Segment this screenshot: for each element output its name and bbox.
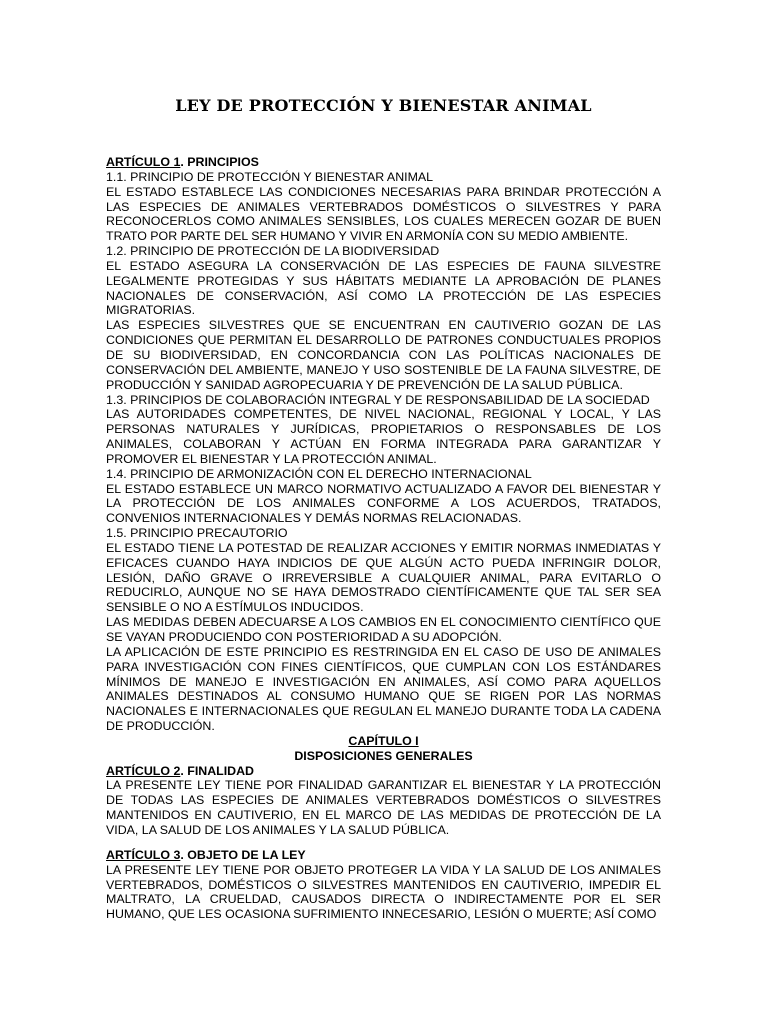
principle-1-2-text: EL ESTADO ASEGURA LA CONSERVACIÓN DE LAS ESPECIES DE FAUNA SILVESTRE LEGALMENTE PROTEGIDAS Y SUS HÁBITATS MEDIANTE LA APROBACIÓN DE PLANES NACIONALES DE CONSERVACIÓN, ASÍ COMO LA PROTECCIÓN DE LAS ESPECIES MIGRATORIAS.	[106, 258, 661, 318]
article-2-title: . FINALIDAD	[180, 763, 255, 778]
document-body	[106, 155, 661, 922]
chapter-label: CAPÍTULO I	[348, 733, 419, 748]
article-1-label: ARTÍCULO 1	[106, 155, 181, 169]
principle-1-3-text: LAS AUTORIDADES COMPETENTES, DE NIVEL NACIONAL, REGIONAL Y LOCAL, Y LAS PERSONAS NATURALES Y JURÍDICAS, PROPIETARIOS O RESPONSABLES DE LOS ANIMALES, COLABORAN Y ACTÚAN EN FORMA INTEGRADA PARA GARANTIZAR Y PROMOVER EL BIENESTAR Y LA PROTECCIÓN ANIMAL.	[106, 407, 661, 466]
article-1-title: . PRINCIPIOS	[180, 155, 259, 169]
article-2-text: LA PRESENTE LEY TIENE POR FINALIDAD GARANTIZAR EL BIENESTAR Y LA PROTECCIÓN DE TODAS LAS ESPECIES DE ANIMALES VERTEBRADOS DOMÉSTICOS O SILVESTRES MANTENIDOS EN CAUTIVERIO, EN EL MARCO DE LAS MEDIDAS DE PROTECCIÓN DE LA VIDA, LA SALUD DE LOS ANIMALES Y LA SALUD PÚBLICA.	[106, 778, 661, 837]
principle-1-5-text-2: LAS MEDIDAS DEBEN ADECUARSE A LOS CAMBIOS EN EL CONOCIMIENTO CIENTÍFICO QUE SE VAYAN PRODUCIENDO CON POSTERIORIDAD A SU ADOPCIÓN.	[106, 615, 661, 644]
article-2-heading	[106, 764, 661, 779]
principle-1-5-heading: 1.5. PRINCIPIO PRECAUTORIO	[106, 526, 288, 541]
principle-1-4-text: EL ESTADO ESTABLECE UN MARCO NORMATIVO ACTUALIZADO A FAVOR DEL BIENESTAR Y LA PROTECCIÓN DE LOS ANIMALES CONFORME A LOS ACUERDOS, TRATADOS, CONVENIOS INTERNACIONALES Y DEMÁS NORMAS RELACIONADAS.	[106, 481, 661, 526]
article-3-heading	[106, 848, 661, 863]
principle-1-3-heading: 1.3. PRINCIPIOS DE COLABORACIÓN INTEGRAL Y DE RESPONSABILIDAD DE LA SOCIEDAD	[106, 392, 650, 407]
principle-1-5-text-3: LA APLICACIÓN DE ESTE PRINCIPIO ES RESTRINGIDA EN EL CASO DE USO DE ANIMALES PARA INVESTIGACIÓN CON FINES CIENTÍFICOS, QUE CUMPLAN CON LOS ESTÁNDARES MÍNIMOS DE MANEJO E INVESTIGACIÓN EN ANIMALES, ASÍ COMO PARA AQUELLOS ANIMALES DESTINADOS AL CONSUMO HUMANO QUE SE RIGEN POR LAS NORMAS NACIONALES E INTERNACIONALES QUE REGULAN EL MANEJO DURANTE TODA LA CADENA DE PRODUCCIÓN.	[106, 644, 661, 734]
principle-1-4-heading: 1.4. PRINCIPIO DE ARMONIZACIÓN CON EL DERECHO INTERNACIONAL	[106, 466, 532, 481]
principle-1-1-heading: 1.1. PRINCIPIO DE PROTECCIÓN Y BIENESTAR ANIMAL	[106, 169, 434, 184]
principle-1-2-heading: 1.2. PRINCIPIO DE PROTECCIÓN DE LA BIODIVERSIDAD	[106, 244, 440, 259]
document-title: LEY DE PROTECCIÓN Y BIENESTAR ANIMAL	[175, 96, 592, 115]
chapter-subtitle: DISPOSICIONES GENERALES	[294, 748, 473, 763]
principle-1-2-text-2: LAS ESPECIES SILVESTRES QUE SE ENCUENTRAN EN CAUTIVERIO GOZAN DE LAS CONDICIONES QUE PERMITAN EL DESARROLLO DE PATRONES CONDUCTUALES PROPIOS DE SU BIODIVERSIDAD, EN CONCORDANCIA CON LAS POLÍTICAS NACIONALES DE CONSERVACIÓN DEL AMBIENTE, MANEJO Y USO SOSTENIBLE DE LA FAUNA SILVESTRE, DE PRODUCCIÓN Y SANIDAD AGROPECUARIA Y DE PREVENCIÓN DE LA SALUD PÚBLICA.	[106, 318, 661, 392]
article-3-title: . OBJETO DE LA LEY	[180, 847, 306, 862]
principle-1-1-text: EL ESTADO ESTABLECE LAS CONDICIONES NECESARIAS PARA BRINDAR PROTECCIÓN A LAS ESPECIES DE ANIMALES VERTEBRADOS DOMÉSTICOS O SILVESTRES Y PARA RECONOCERLOS COMO ANIMALES SENSIBLES, LOS CUALES MERECEN GOZAR DE BUEN TRATO POR PARTE DEL SER HUMANO Y VIVIR EN ARMONÍA CON SU MEDIO AMBIENTE.	[106, 184, 661, 244]
principle-1-5-text: EL ESTADO TIENE LA POTESTAD DE REALIZAR ACCIONES Y EMITIR NORMAS INMEDIATAS Y EFICACES CUANDO HAYA INDICIOS DE QUE ALGÚN ACTO PUEDA INFRINGIR DOLOR, LESIÓN, DAÑO GRAVE O IRREVERSIBLE A CUALQUIER ANIMAL, PARA EVITARLO O REDUCIRLO, AUNQUE NO SE HAYA DEMOSTRADO CIENTÍFICAMENTE QUE TAL SER SEA SENSIBLE O NO A ESTÍMULOS INDUCIDOS.	[106, 540, 661, 615]
chapter-heading	[106, 734, 661, 749]
article-3-text: LA PRESENTE LEY TIENE POR OBJETO PROTEGER LA VIDA Y LA SALUD DE LOS ANIMALES VERTEBRADOS, DOMÉSTICOS O SILVESTRES MANTENIDOS EN CAUTIVERIO, IMPEDIR EL MALTRATO, LA CRUELDAD, CAUSADOS DIRECTA O INDIRECTAMENTE POR EL SER HUMANO, QUE LES OCASIONA SUFRIMIENTO INNECESARIO, LESIÓN O MUERTE; ASÍ COMO	[106, 862, 661, 922]
article-3-label: ARTÍCULO 3	[106, 847, 181, 862]
article-2-label: ARTÍCULO 2	[106, 763, 181, 778]
article-1-heading	[106, 155, 661, 170]
